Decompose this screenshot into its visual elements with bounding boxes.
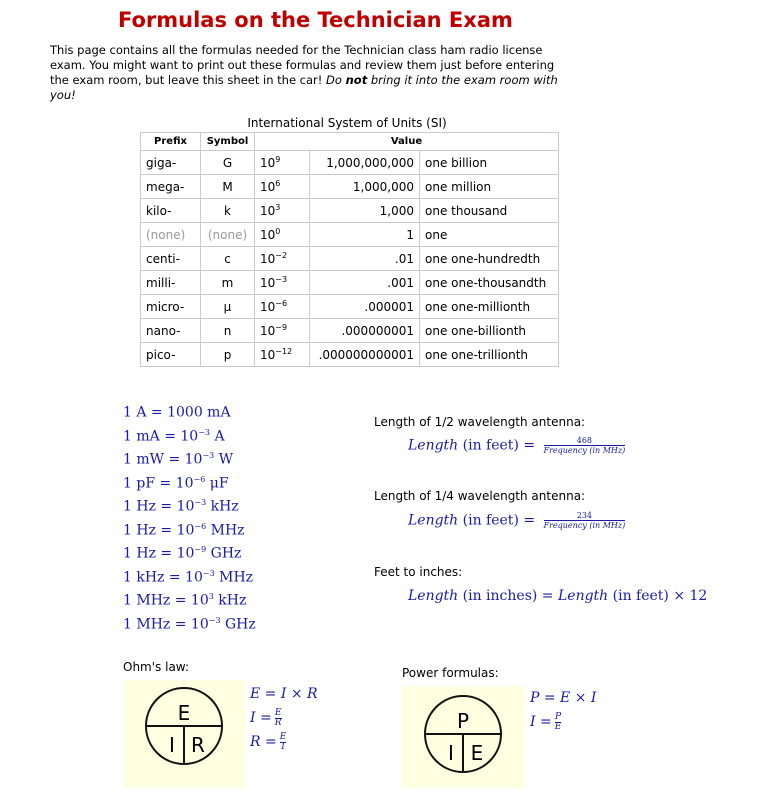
words-cell: one thousand — [420, 199, 559, 223]
ohms-law-label: Ohm's law: — [123, 660, 189, 674]
conversion-exponent: −3 — [202, 451, 215, 460]
quarter-wave-fraction — [544, 511, 626, 530]
power-base: 10 — [260, 252, 276, 266]
conversion-lhs: 1 pF = 10 — [123, 475, 194, 492]
words-cell: one one-millionth — [420, 295, 559, 319]
feet-inches-formula — [408, 588, 707, 604]
conversion-unit: W — [214, 451, 234, 468]
prefix-cell: mega- — [141, 175, 201, 199]
conversion-exponent: −6 — [193, 474, 206, 484]
power-of-ten-cell — [255, 175, 310, 199]
symbol-cell: n — [201, 319, 255, 343]
words-cell: one — [420, 223, 559, 247]
si-table-row — [141, 175, 559, 199]
ohms-eq-r-lhs: R = — [250, 734, 277, 750]
quarter-wave-lhs-rest: (in feet) = — [458, 512, 536, 529]
prefix-cell: (none) — [141, 223, 201, 247]
power-exponent: 0 — [275, 227, 281, 236]
feet-inches-a: Length — [408, 588, 459, 604]
conversion-line — [123, 421, 256, 445]
symbol-cell: m — [201, 271, 255, 295]
number-cell: .001 — [310, 271, 420, 295]
ohms-law-circle-diagram — [123, 680, 245, 788]
feet-inches-d: (in feet) × 12 — [608, 588, 708, 604]
symbol-cell: G — [201, 151, 255, 175]
symbol-cell: k — [201, 199, 255, 223]
power-of-ten-cell — [255, 271, 310, 295]
ohms-circle-i: I — [169, 733, 175, 757]
power-of-ten-cell — [255, 151, 310, 175]
conversion-unit: μF — [205, 475, 229, 492]
quarter-wave-lhs: Length — [408, 512, 459, 529]
ohms-eq-r-den: I — [281, 741, 285, 752]
intro-italic-bold: not — [345, 73, 368, 87]
intro-italic-a: Do — [326, 73, 342, 87]
intro-text: This page contains all the formulas needed for the Technician class ham radio license exam. You might want to print out these formulas and review them just before entering the exam room, but leave this sheet in the car! — [50, 43, 555, 87]
power-circle-e: E — [470, 741, 484, 765]
half-wave-formula — [408, 436, 625, 455]
words-cell: one one-hundredth — [420, 247, 559, 271]
ohms-law-circle-box — [123, 680, 245, 788]
intro-paragraph — [50, 43, 570, 103]
power-exponent: −2 — [275, 251, 288, 260]
prefix-cell: micro- — [141, 295, 201, 319]
prefix-cell: pico- — [141, 343, 201, 367]
power-exponent: 9 — [275, 155, 281, 164]
si-table-row — [141, 295, 559, 319]
si-table-row — [141, 199, 559, 223]
power-eq-i-num: P — [554, 711, 562, 722]
symbol-cell: p — [201, 343, 255, 367]
power-circle-box — [402, 686, 524, 788]
page-title: Formulas on the Technician Exam — [118, 8, 513, 32]
power-exponent: 6 — [275, 179, 281, 188]
half-wave-numerator: 468 — [544, 436, 626, 446]
power-of-ten-cell — [255, 295, 310, 319]
header-prefix: Prefix — [141, 133, 201, 151]
number-cell: 1,000,000 — [310, 175, 420, 199]
power-of-ten-cell — [255, 223, 310, 247]
power-base: 10 — [260, 204, 276, 218]
power-exponent: −12 — [275, 347, 293, 356]
conversion-exponent: −3 — [194, 498, 207, 507]
half-wave-denominator: Frequency (in MHz) — [543, 446, 626, 455]
power-of-ten-cell — [255, 247, 310, 271]
unit-conversions — [123, 397, 256, 632]
words-cell: one one-billionth — [420, 319, 559, 343]
power-of-ten-cell — [255, 319, 310, 343]
words-cell: one million — [420, 175, 559, 199]
words-cell: one billion — [420, 151, 559, 175]
ohms-eq-r-num: E — [279, 731, 287, 742]
symbol-cell: M — [201, 175, 255, 199]
quarter-wave-denominator: Frequency (in MHz) — [543, 521, 626, 530]
power-exponent: −6 — [275, 299, 288, 308]
conversion-exponent: −6 — [194, 521, 207, 531]
conversion-line — [123, 444, 256, 468]
half-wave-label: Length of 1/2 wavelength antenna: — [374, 415, 586, 429]
feet-inches-b: (in inches) = — [458, 588, 558, 604]
conversion-exponent: −3 — [202, 568, 215, 578]
number-cell: .01 — [310, 247, 420, 271]
number-cell: .000000000001 — [310, 343, 420, 367]
number-cell: 1,000,000,000 — [310, 151, 420, 175]
intro-italic-b: bring it into the exam room with you! — [50, 73, 558, 102]
prefix-cell: centi- — [141, 247, 201, 271]
conversion-unit: A — [210, 428, 225, 445]
conversion-line — [123, 609, 256, 633]
ohms-law-equations — [250, 682, 318, 754]
number-cell: 1 — [310, 223, 420, 247]
conversion-lhs: 1 mW = 10 — [123, 451, 203, 468]
conversion-line — [123, 397, 256, 421]
header-symbol: Symbol — [201, 133, 255, 151]
power-eq-i-lhs: I = — [530, 714, 552, 730]
header-value: Value — [255, 133, 559, 151]
half-wave-fraction — [544, 436, 626, 455]
power-equations — [530, 686, 596, 734]
conversion-unit: MHz — [214, 569, 254, 586]
power-of-ten-cell — [255, 343, 310, 367]
power-of-ten-cell — [255, 199, 310, 223]
si-table-row — [141, 151, 559, 175]
power-circle-i: I — [448, 741, 454, 765]
conversion-lhs: 1 Hz = 10 — [123, 522, 195, 539]
conversion-lhs: 1 MHz = 10 — [123, 592, 209, 609]
power-circle-diagram — [402, 686, 524, 788]
half-wave-lhs: Length — [408, 437, 459, 454]
conversion-lhs: 1 mA = 10 — [123, 428, 199, 445]
power-circle-p: P — [456, 709, 470, 733]
power-exponent: −3 — [275, 275, 288, 284]
conversion-lhs: 1 A = 1000 mA — [123, 404, 231, 421]
symbol-cell: (none) — [201, 223, 255, 247]
conversion-lhs: 1 Hz = 10 — [123, 545, 195, 562]
power-base: 10 — [260, 228, 276, 242]
ohms-circle-e: E — [177, 701, 191, 725]
ohms-eq-i — [250, 706, 318, 730]
si-table-body — [141, 151, 559, 367]
conversion-line — [123, 515, 256, 539]
number-cell: .000001 — [310, 295, 420, 319]
words-cell: one one-trillionth — [420, 343, 559, 367]
conversion-unit: kHz — [206, 498, 239, 515]
ohms-eq-i-lhs: I = — [250, 710, 272, 726]
ohms-eq-e: E = I × R — [250, 686, 318, 702]
si-table-row — [141, 247, 559, 271]
ohms-eq-r — [250, 730, 318, 754]
si-units-table — [140, 132, 559, 367]
conversion-line — [123, 468, 256, 492]
symbol-cell: c — [201, 247, 255, 271]
power-formulas-label: Power formulas: — [402, 666, 499, 680]
power-base: 10 — [260, 324, 276, 338]
quarter-wave-formula — [408, 511, 625, 530]
quarter-wave-numerator: 234 — [544, 511, 626, 521]
feet-inches-c: Length — [557, 588, 609, 604]
power-base: 10 — [260, 348, 276, 362]
symbol-cell: μ — [201, 295, 255, 319]
quarter-wave-label: Length of 1/4 wavelength antenna: — [374, 489, 586, 503]
conversion-line — [123, 491, 256, 515]
si-table-caption: International System of Units (SI) — [247, 116, 447, 130]
power-eq-i-den: E — [554, 721, 562, 732]
prefix-cell: milli- — [141, 271, 201, 295]
prefix-cell: nano- — [141, 319, 201, 343]
conversion-exponent: −9 — [194, 545, 207, 554]
power-exponent: 3 — [275, 203, 281, 212]
power-base: 10 — [260, 156, 276, 170]
words-cell: one one-thousandth — [420, 271, 559, 295]
ohms-circle-r: R — [191, 733, 205, 757]
conversion-line — [123, 538, 256, 562]
si-table-row — [141, 343, 559, 367]
power-base: 10 — [260, 180, 276, 194]
power-base: 10 — [260, 276, 276, 290]
conversion-exponent: −3 — [208, 615, 221, 625]
si-table-row — [141, 319, 559, 343]
power-base: 10 — [260, 300, 276, 314]
number-cell: 1,000 — [310, 199, 420, 223]
conversion-lhs: 1 Hz = 10 — [123, 498, 195, 515]
feet-inches-label: Feet to inches: — [374, 565, 463, 579]
half-wave-lhs-rest: (in feet) = — [458, 437, 536, 454]
number-cell: .000000001 — [310, 319, 420, 343]
conversion-exponent: −3 — [198, 427, 210, 437]
ohms-eq-i-num: E — [274, 707, 282, 718]
prefix-cell: kilo- — [141, 199, 201, 223]
si-table-row — [141, 223, 559, 247]
prefix-cell: giga- — [141, 151, 201, 175]
ohms-eq-i-den: R — [274, 717, 282, 728]
conversion-line — [123, 562, 256, 586]
conversion-exponent: 3 — [208, 592, 214, 601]
power-eq-i — [530, 710, 596, 734]
conversion-unit: MHz — [206, 522, 245, 539]
conversion-lhs: 1 kHz = 10 — [123, 569, 203, 586]
conversion-unit: GHz — [220, 616, 256, 633]
conversion-unit: kHz — [213, 592, 247, 609]
power-eq-p: P = E × I — [530, 690, 597, 706]
conversion-unit: GHz — [206, 545, 242, 562]
conversion-lhs: 1 MHz = 10 — [123, 616, 209, 633]
si-table-row — [141, 271, 559, 295]
power-exponent: −9 — [275, 323, 288, 332]
conversion-line — [123, 585, 256, 609]
